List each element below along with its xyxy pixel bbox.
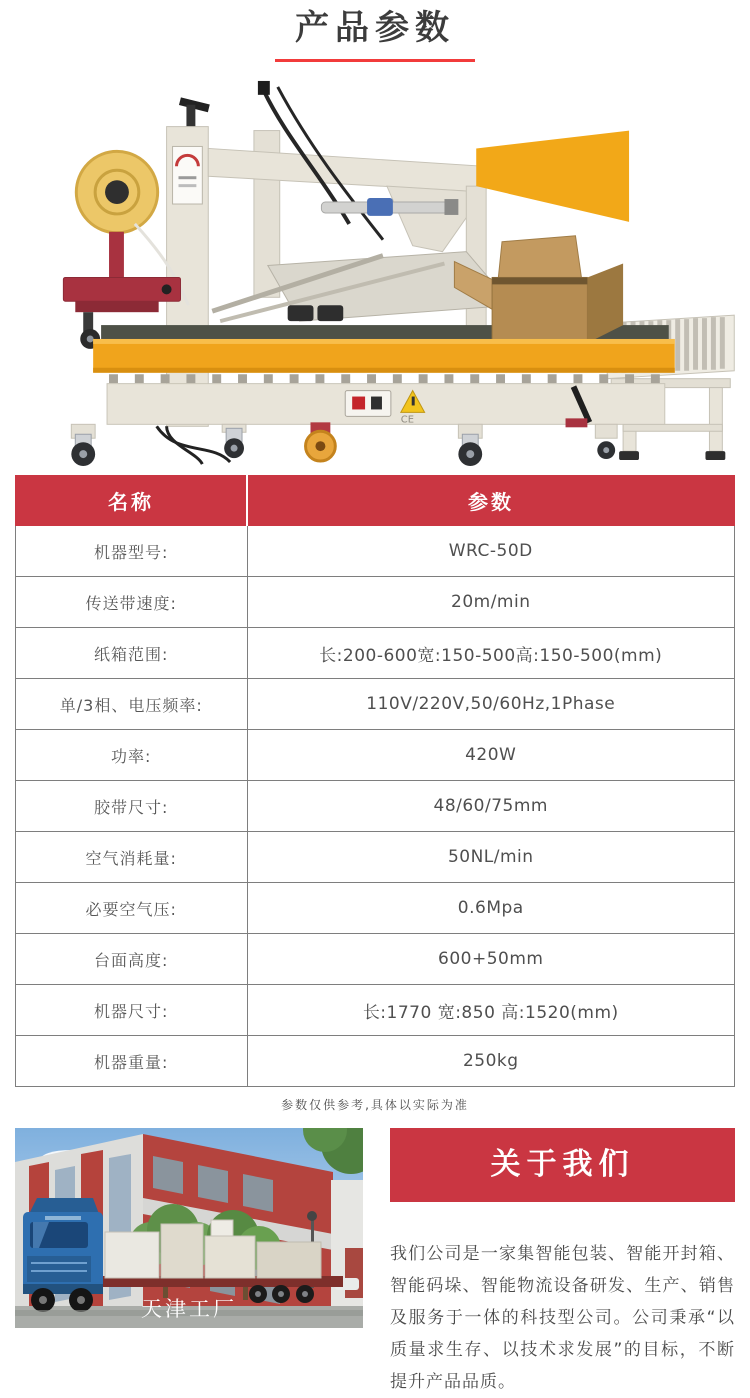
ce-mark: CE xyxy=(400,414,414,426)
about-section xyxy=(390,1128,735,1398)
col-header-param: 参数 xyxy=(247,476,735,526)
legs-casters xyxy=(71,422,617,466)
factory-caption: 天津工厂 xyxy=(141,1297,237,1321)
table-row xyxy=(16,1036,735,1087)
spec-value: 250kg xyxy=(247,1036,735,1087)
bottom-section xyxy=(15,1128,735,1398)
spec-value: 50NL/min xyxy=(247,832,735,883)
table-row xyxy=(16,526,735,577)
spec-value: 110V/220V,50/60Hz,1Phase xyxy=(247,679,735,730)
spec-value: WRC-50D xyxy=(247,526,735,577)
spec-label: 胶带尺寸: xyxy=(16,781,248,832)
spec-value: 420W xyxy=(247,730,735,781)
table-row xyxy=(16,679,735,730)
spec-label: 传送带速度: xyxy=(16,577,248,628)
spec-label: 台面高度: xyxy=(16,934,248,985)
table-footnote: 参数仅供参考,具体以实际为准 xyxy=(281,1098,469,1112)
spec-label: 单/3相、电压频率: xyxy=(16,679,248,730)
table-row xyxy=(16,628,735,679)
spec-label: 机器重量: xyxy=(16,1036,248,1087)
belt-panel xyxy=(93,339,675,373)
table-row xyxy=(16,985,735,1036)
machine-base xyxy=(107,384,665,464)
about-title: 关于我们 xyxy=(390,1128,735,1202)
col-header-name: 名称 xyxy=(16,476,248,526)
spec-label: 功率: xyxy=(16,730,248,781)
spec-label: 纸箱范围: xyxy=(16,628,248,679)
table-row xyxy=(16,577,735,628)
spec-header-row xyxy=(16,476,735,526)
title-underline xyxy=(275,59,475,62)
spec-label: 必要空气压: xyxy=(16,883,248,934)
factory-photo xyxy=(15,1128,363,1328)
table-row xyxy=(16,730,735,781)
spec-value: 600+50mm xyxy=(247,934,735,985)
spec-value: 长:1770 宽:850 高:1520(mm) xyxy=(247,985,735,1036)
page-title: 产品参数 xyxy=(295,8,455,48)
table-row xyxy=(16,934,735,985)
spec-value: 0.6Mpa xyxy=(247,883,735,934)
table-row xyxy=(16,781,735,832)
spec-label: 机器型号: xyxy=(16,526,248,577)
about-paragraph: 我们公司是一家集智能包装、智能开封箱、智能码垛、智能物流设备研发、生产、销售及服务于一体的科技型公司。公司秉承“以质量求生存、以技术求发展”的目标，不断提升产品品质。 xyxy=(390,1244,735,1392)
spec-value: 20m/min xyxy=(247,577,735,628)
table-row xyxy=(16,832,735,883)
spec-label: 空气消耗量: xyxy=(16,832,248,883)
spec-label: 机器尺寸: xyxy=(16,985,248,1036)
product-photo-carton-sealer xyxy=(15,75,735,467)
spec-value: 48/60/75mm xyxy=(247,781,735,832)
table-row xyxy=(16,883,735,934)
spec-value: 长:200-600宽:150-500高:150-500(mm) xyxy=(247,628,735,679)
spec-table xyxy=(15,475,735,1087)
yellow-guide-flag xyxy=(476,131,629,222)
